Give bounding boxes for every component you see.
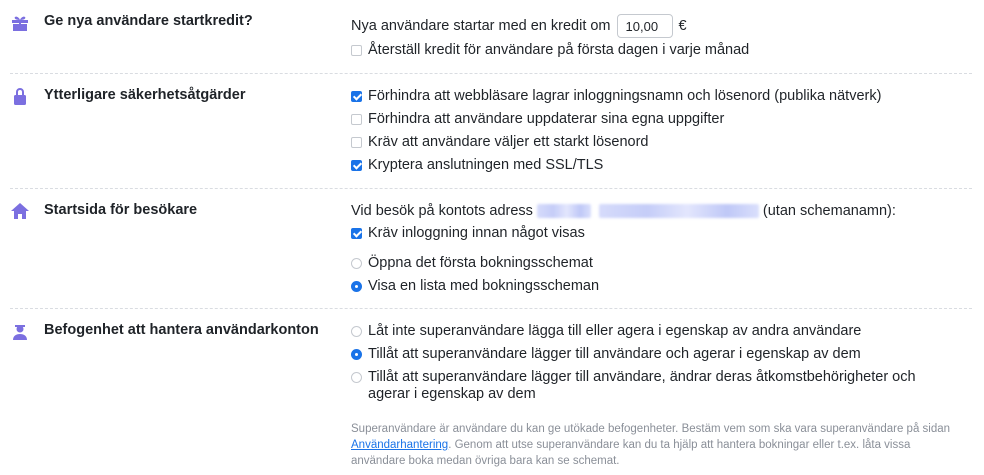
block-browser-storage-checkbox[interactable] xyxy=(351,91,362,102)
redacted-address xyxy=(537,204,591,218)
divider xyxy=(10,308,972,309)
superuser-radio-option[interactable] xyxy=(351,369,961,403)
superuser-deny-radio[interactable] xyxy=(351,326,362,337)
security-option-label: Förhindra att webbläsare lagrar inloggningsnamn och lösenord (publika nätverk) xyxy=(368,88,882,104)
block-self-update-checkbox[interactable] xyxy=(351,114,362,125)
superuser-add-act-radio[interactable] xyxy=(351,349,362,360)
superuser-radio-label: Tillåt att superanvändare lägger till användare och agerar i egenskap av dem xyxy=(368,346,861,362)
homepage-address-row xyxy=(351,202,896,220)
require-login-option[interactable] xyxy=(351,224,585,242)
superuser-note-text: Superanvändare är användare du kan ge utökade befogenheter. Bestäm vem som ska vara superanvändare på sidan xyxy=(351,423,951,435)
superuser-radio-label: Tillåt att superanvändare lägger till användare, ändrar deras åtkomstbehörigheter och agerar i egenskap av dem xyxy=(368,369,916,402)
user-tie-icon xyxy=(10,321,30,341)
security-option[interactable] xyxy=(351,156,603,174)
reset-credit-checkbox[interactable] xyxy=(351,45,362,56)
superuser-radio-option[interactable] xyxy=(351,322,861,340)
startcredit-row xyxy=(351,14,687,38)
redacted-address xyxy=(599,204,759,218)
startcredit-prefix: Nya användare startar med en kredit om xyxy=(351,18,611,34)
user-management-link[interactable]: Användarhantering xyxy=(351,439,449,451)
security-option[interactable] xyxy=(351,133,648,151)
divider xyxy=(10,188,972,189)
credit-amount-input[interactable] xyxy=(617,14,673,38)
show-schedule-list-radio[interactable] xyxy=(351,281,362,292)
security-option-label: Förhindra att användare uppdaterar sina egna uppgifter xyxy=(368,111,725,127)
superuser-radio-option[interactable] xyxy=(351,345,861,363)
require-login-checkbox[interactable] xyxy=(351,228,362,239)
homepage-heading: Startsida för besökare xyxy=(44,202,198,218)
security-heading: Ytterligare säkerhetsåtgärder xyxy=(44,87,246,103)
homepage-radio-label: Visa en lista med bokningsscheman xyxy=(368,278,600,294)
currency-symbol: € xyxy=(678,18,687,34)
superuser-note-text: . Genom att utse superanvändare kan du ta hjälp att hantera bokningar eller t.ex. låta vissa användare boka medan övriga bara kan se schemat. xyxy=(351,439,911,467)
lock-icon xyxy=(10,86,30,106)
gift-icon xyxy=(10,13,30,33)
require-login-label: Kräv inloggning innan något visas xyxy=(368,225,585,241)
homepage-radio-option[interactable] xyxy=(351,277,599,295)
superuser-heading: Befogenhet att hantera användarkonton xyxy=(44,322,319,338)
security-option-label: Kryptera anslutningen med SSL/TLS xyxy=(368,157,604,173)
superuser-note xyxy=(351,421,966,469)
reset-credit-label: Återställ kredit för användare på första dagen i varje månad xyxy=(368,42,750,58)
homepage-address-suffix: (utan schemanamn): xyxy=(762,203,896,219)
reset-credit-option[interactable] xyxy=(351,41,749,59)
startcredit-heading: Ge nya användare startkredit? xyxy=(44,13,253,29)
homepage-radio-label: Öppna det första bokningsschemat xyxy=(368,255,593,271)
homepage-radio-option[interactable] xyxy=(351,254,593,272)
superuser-radio-label: Låt inte superanvändare lägga till eller agera i egenskap av andra användare xyxy=(368,323,862,339)
ssl-tls-checkbox[interactable] xyxy=(351,160,362,171)
security-option[interactable] xyxy=(351,110,724,128)
home-icon xyxy=(10,201,30,221)
divider xyxy=(10,73,972,74)
open-first-schedule-radio[interactable] xyxy=(351,258,362,269)
security-option-label: Kräv att användare väljer ett starkt lösenord xyxy=(368,134,649,150)
homepage-address-prefix: Vid besök på kontots adress xyxy=(351,203,533,219)
superuser-full-radio[interactable] xyxy=(351,372,362,383)
strong-password-checkbox[interactable] xyxy=(351,137,362,148)
security-option[interactable] xyxy=(351,87,881,105)
